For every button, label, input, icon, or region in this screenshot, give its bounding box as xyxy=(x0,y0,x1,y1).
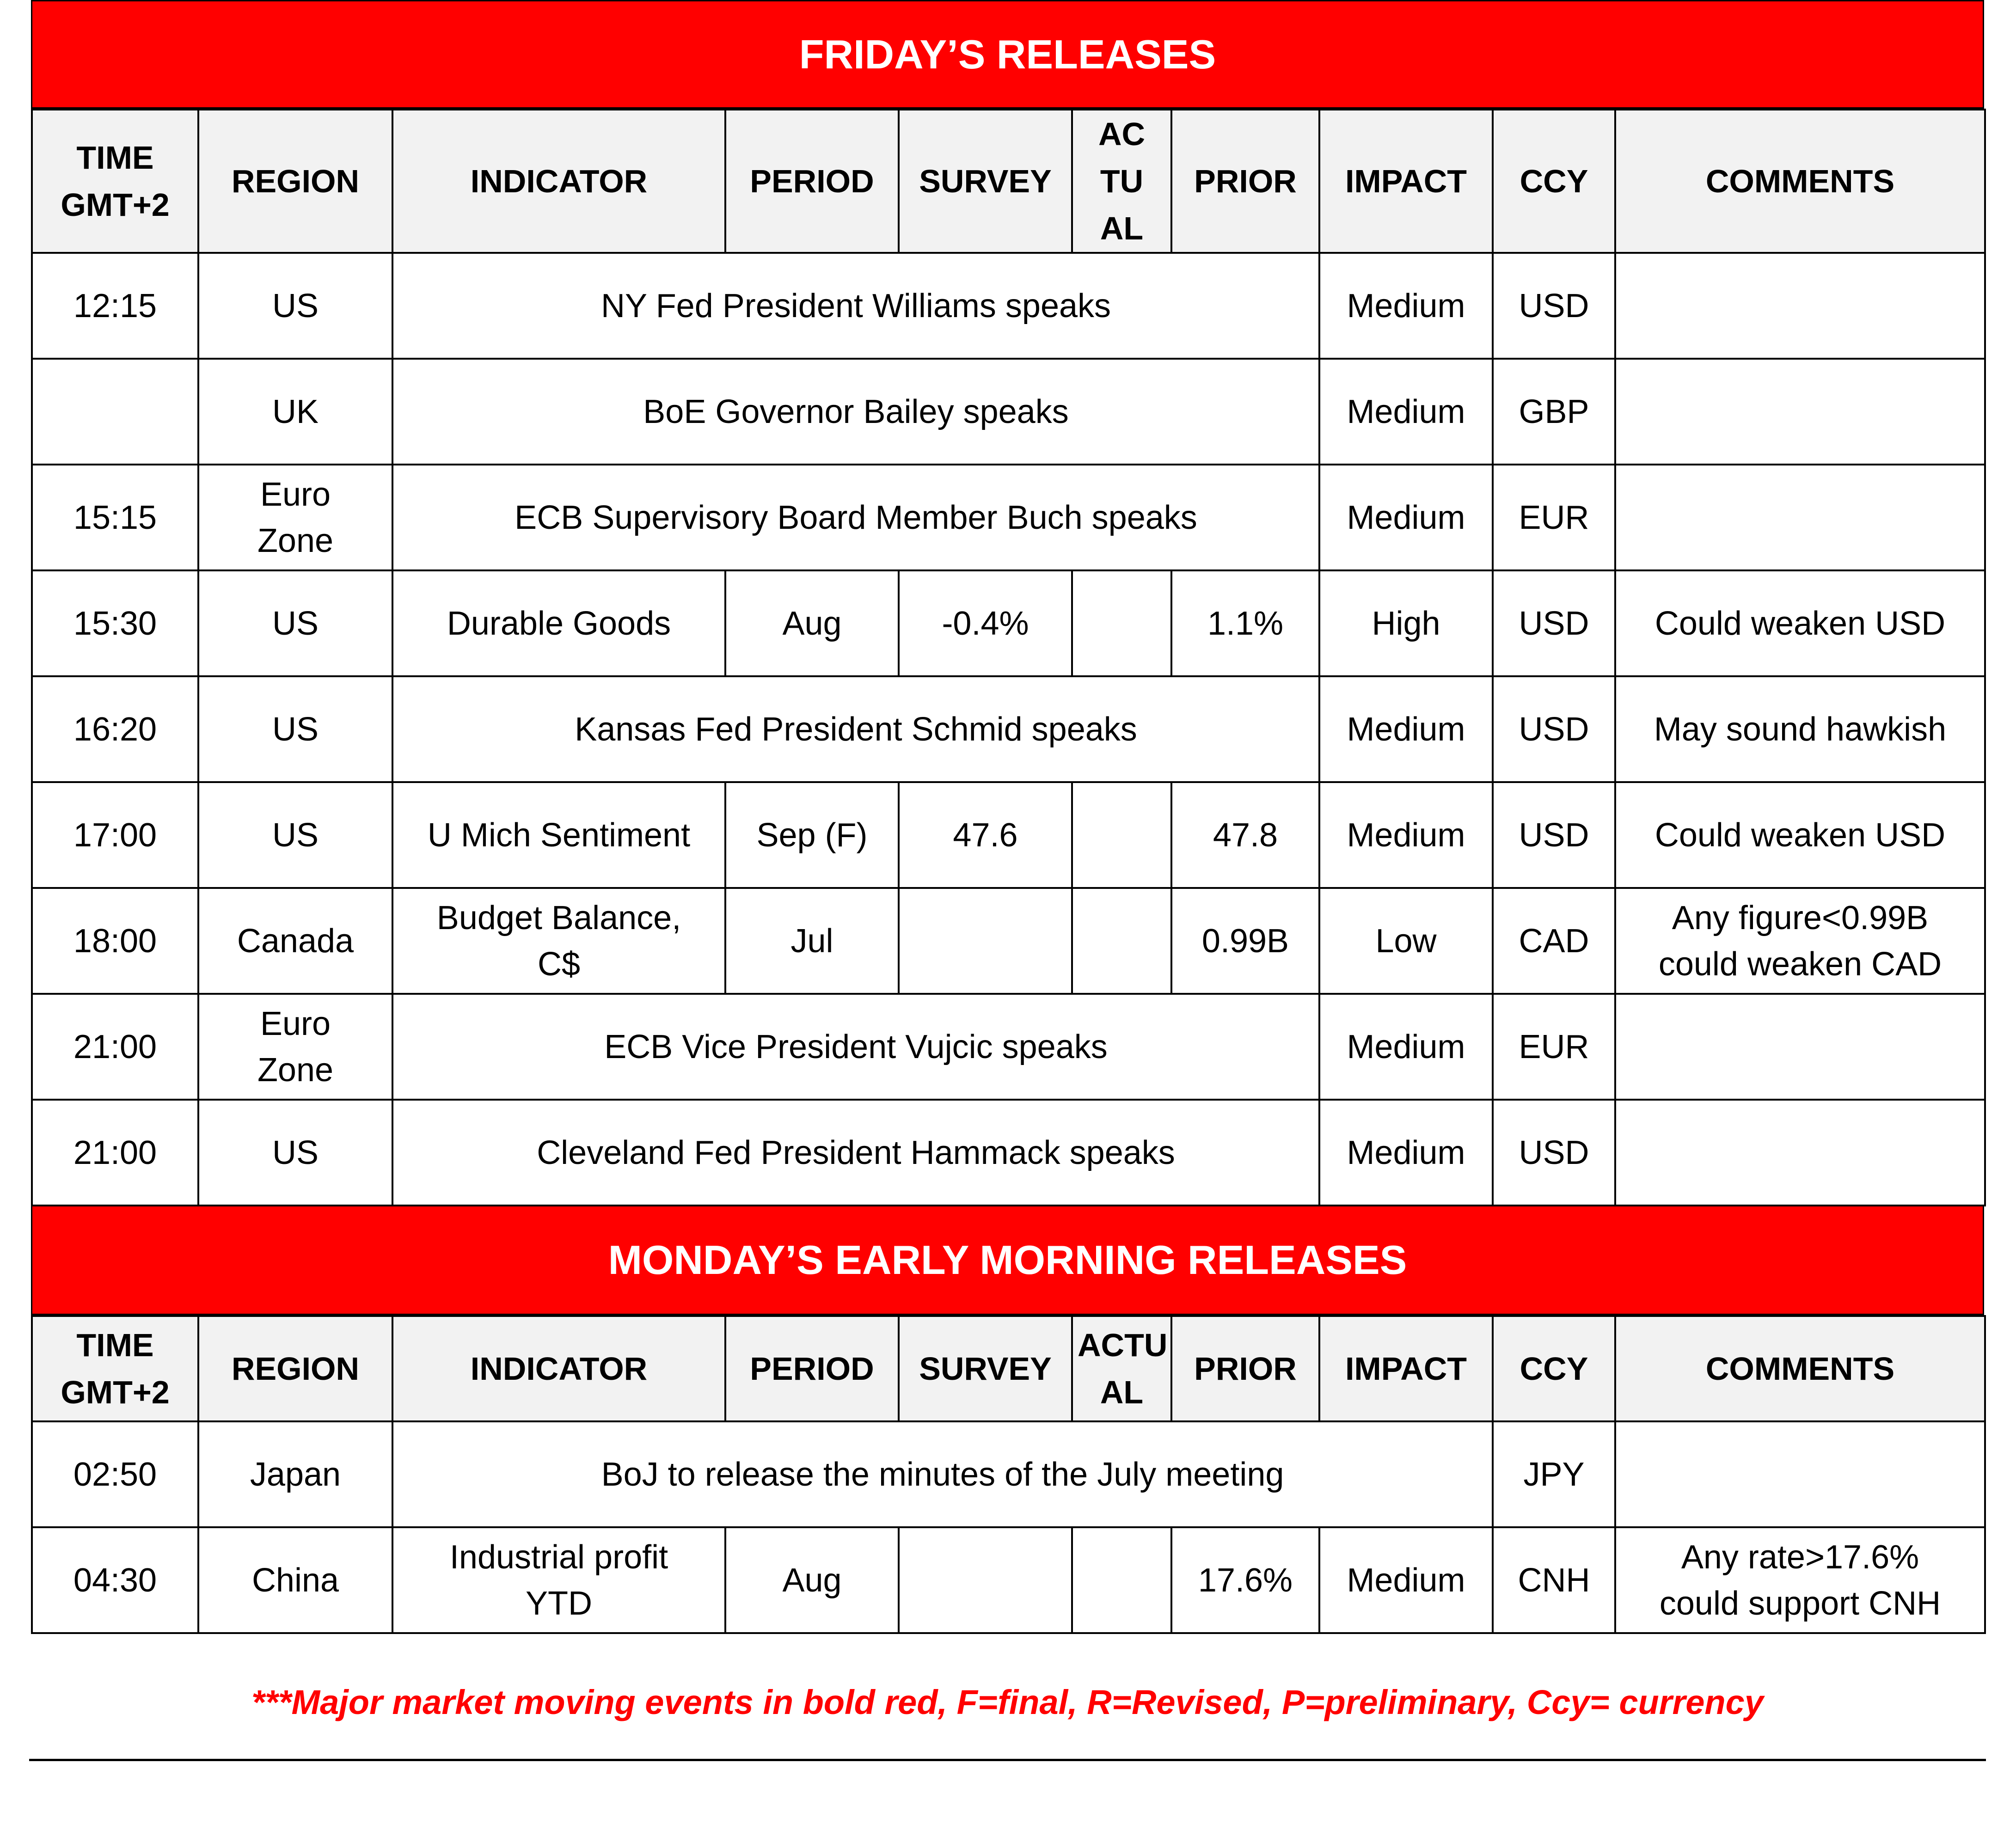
impact-cell: Low xyxy=(1319,888,1493,994)
prior-cell: 0.99B xyxy=(1171,888,1319,994)
impact-cell: Medium xyxy=(1319,1100,1493,1206)
friday-releases-table xyxy=(31,109,1986,1206)
period-cell: Aug xyxy=(725,570,899,676)
region-cell-line: Japan xyxy=(250,1456,341,1493)
comments-cell-line: could weaken CAD xyxy=(1658,945,1942,983)
indicator-cell-line: YTD xyxy=(526,1585,592,1622)
comments-cell xyxy=(1615,676,1985,782)
table-row xyxy=(32,676,1985,782)
impact-cell: Medium xyxy=(1319,994,1493,1100)
impact-cell: Medium xyxy=(1319,782,1493,888)
table-row xyxy=(32,1100,1985,1206)
table-row xyxy=(32,1421,1985,1527)
header-actual-line: TU xyxy=(1100,163,1144,199)
ccy-cell: EUR xyxy=(1493,994,1615,1100)
time-cell: 02:50 xyxy=(32,1421,198,1527)
time-cell: 16:20 xyxy=(32,676,198,782)
header-indicator: INDICATOR xyxy=(392,1316,725,1421)
region-cell xyxy=(198,1421,392,1527)
impact-cell: Medium xyxy=(1319,1527,1493,1633)
table-row xyxy=(32,994,1985,1100)
region-cell xyxy=(198,1100,392,1206)
period-cell: Aug xyxy=(725,1527,899,1633)
region-cell xyxy=(198,782,392,888)
header-time-line: TIME xyxy=(76,1327,154,1363)
region-cell xyxy=(198,994,392,1100)
event-cell: ECB Vice President Vujcic speaks xyxy=(392,994,1319,1100)
monday-releases-table xyxy=(31,1315,1986,1634)
table-row xyxy=(32,465,1985,570)
header-indicator: INDICATOR xyxy=(392,110,725,253)
header-ccy: CCY xyxy=(1493,110,1615,253)
comments-cell xyxy=(1615,570,1985,676)
actual-cell xyxy=(1072,570,1171,676)
ccy-cell: CAD xyxy=(1493,888,1615,994)
header-time xyxy=(32,1316,198,1421)
header-ccy: CCY xyxy=(1493,1316,1615,1421)
indicator-cell xyxy=(392,1527,725,1633)
region-cell xyxy=(198,1527,392,1633)
ccy-cell: CNH xyxy=(1493,1527,1615,1633)
header-row xyxy=(32,110,1985,253)
comments-cell-line: Could weaken USD xyxy=(1654,816,1946,854)
survey-cell: -0.4% xyxy=(899,570,1072,676)
actual-cell xyxy=(1072,782,1171,888)
header-time-line: GMT+2 xyxy=(61,187,170,223)
table-row xyxy=(32,570,1985,676)
region-cell-line: US xyxy=(272,710,319,748)
table-row xyxy=(32,782,1985,888)
header-actual-line: AC xyxy=(1098,116,1146,152)
region-cell-line: China xyxy=(251,1561,339,1599)
time-cell: 21:00 xyxy=(32,994,198,1100)
ccy-cell: USD xyxy=(1493,782,1615,888)
region-cell xyxy=(198,888,392,994)
region-cell-line: US xyxy=(272,816,319,854)
header-actual-line: ACTU xyxy=(1078,1327,1168,1363)
comments-cell xyxy=(1615,888,1985,994)
ccy-cell: USD xyxy=(1493,1100,1615,1206)
header-actual-line: AL xyxy=(1100,1374,1144,1410)
comments-cell xyxy=(1615,782,1985,888)
table-row xyxy=(32,1527,1985,1633)
comments-cell xyxy=(1615,1527,1985,1633)
divider xyxy=(29,1759,1986,1761)
header-period: PERIOD xyxy=(725,1316,899,1421)
comments-cell-line: Any figure<0.99B xyxy=(1672,899,1929,936)
header-impact: IMPACT xyxy=(1319,1316,1493,1421)
region-cell-line: Euro xyxy=(260,1005,331,1042)
header-region: REGION xyxy=(198,110,392,253)
header-prior: PRIOR xyxy=(1171,110,1319,253)
region-cell-line: US xyxy=(272,287,319,324)
comments-cell xyxy=(1615,1100,1985,1206)
event-cell: NY Fed President Williams speaks xyxy=(392,253,1319,359)
region-cell-line: Euro xyxy=(260,476,331,513)
ccy-cell: USD xyxy=(1493,570,1615,676)
indicator-cell-line: Budget Balance, xyxy=(436,899,681,936)
time-cell: 21:00 xyxy=(32,1100,198,1206)
region-cell xyxy=(198,676,392,782)
header-survey: SURVEY xyxy=(899,1316,1072,1421)
region-cell-line: UK xyxy=(272,393,319,430)
prior-cell: 1.1% xyxy=(1171,570,1319,676)
actual-cell xyxy=(1072,1527,1171,1633)
comments-cell-line: could support CNH xyxy=(1659,1585,1941,1622)
event-cell: BoJ to release the minutes of the July meeting xyxy=(392,1421,1493,1527)
table-row xyxy=(32,359,1985,465)
survey-cell: 47.6 xyxy=(899,782,1072,888)
ccy-cell: GBP xyxy=(1493,359,1615,465)
time-cell: 12:15 xyxy=(32,253,198,359)
region-cell-line: US xyxy=(272,1134,319,1171)
region-cell xyxy=(198,253,392,359)
indicator-cell xyxy=(392,888,725,994)
event-cell: Cleveland Fed President Hammack speaks xyxy=(392,1100,1319,1206)
ccy-cell: USD xyxy=(1493,676,1615,782)
ccy-cell: EUR xyxy=(1493,465,1615,570)
header-actual xyxy=(1072,110,1171,253)
time-cell: 17:00 xyxy=(32,782,198,888)
indicator-cell-line: Durable Goods xyxy=(447,605,671,642)
indicator-cell-line: Industrial profit xyxy=(449,1538,668,1576)
impact-cell: Medium xyxy=(1319,465,1493,570)
event-cell: BoE Governor Bailey speaks xyxy=(392,359,1319,465)
header-region: REGION xyxy=(198,1316,392,1421)
table-row xyxy=(32,253,1985,359)
header-survey: SURVEY xyxy=(899,110,1072,253)
header-prior: PRIOR xyxy=(1171,1316,1319,1421)
time-cell: 18:00 xyxy=(32,888,198,994)
header-comments: COMMENTS xyxy=(1615,110,1985,253)
comments-cell-line: May sound hawkish xyxy=(1654,710,1947,748)
monday-releases-banner: MONDAY’S EARLY MORNING RELEASES xyxy=(31,1206,1984,1315)
header-time-line: TIME xyxy=(76,140,154,176)
comments-cell xyxy=(1615,465,1985,570)
friday-releases-banner: FRIDAY’S RELEASES xyxy=(31,0,1984,109)
indicator-cell xyxy=(392,782,725,888)
table-row xyxy=(32,888,1985,994)
actual-cell xyxy=(1072,888,1171,994)
header-row xyxy=(32,1316,1985,1421)
event-cell: ECB Supervisory Board Member Buch speaks xyxy=(392,465,1319,570)
region-cell xyxy=(198,570,392,676)
impact-cell: Medium xyxy=(1319,676,1493,782)
time-cell xyxy=(32,359,198,465)
time-cell: 04:30 xyxy=(32,1527,198,1633)
region-cell-line: Canada xyxy=(237,922,354,960)
comments-cell-line: Any rate>17.6% xyxy=(1681,1538,1919,1576)
indicator-cell xyxy=(392,570,725,676)
event-cell: Kansas Fed President Schmid speaks xyxy=(392,676,1319,782)
region-cell-line: Zone xyxy=(257,1051,334,1089)
header-comments: COMMENTS xyxy=(1615,1316,1985,1421)
header-actual-line: AL xyxy=(1100,210,1144,246)
impact-cell: High xyxy=(1319,570,1493,676)
region-cell-line: Zone xyxy=(257,522,334,559)
indicator-cell-line: U Mich Sentiment xyxy=(427,816,691,854)
comments-cell xyxy=(1615,253,1985,359)
survey-cell xyxy=(899,1527,1072,1633)
header-actual xyxy=(1072,1316,1171,1421)
indicator-cell-line: C$ xyxy=(537,945,581,983)
comments-cell xyxy=(1615,359,1985,465)
time-cell: 15:30 xyxy=(32,570,198,676)
region-cell xyxy=(198,359,392,465)
comments-cell-line: Could weaken USD xyxy=(1654,605,1946,642)
ccy-cell: USD xyxy=(1493,253,1615,359)
time-cell: 15:15 xyxy=(32,465,198,570)
header-impact: IMPACT xyxy=(1319,110,1493,253)
period-cell: Sep (F) xyxy=(725,782,899,888)
prior-cell: 47.8 xyxy=(1171,782,1319,888)
header-period: PERIOD xyxy=(725,110,899,253)
header-time xyxy=(32,110,198,253)
economic-calendar xyxy=(31,0,1984,1634)
region-cell xyxy=(198,465,392,570)
prior-cell: 17.6% xyxy=(1171,1527,1319,1633)
survey-cell xyxy=(899,888,1072,994)
period-cell: Jul xyxy=(725,888,899,994)
impact-cell: Medium xyxy=(1319,359,1493,465)
comments-cell xyxy=(1615,994,1985,1100)
footnote: ***Major market moving events in bold red, F=final, R=Revised, P=preliminary, Ccy= currency xyxy=(251,1683,1764,1721)
comments-cell xyxy=(1615,1421,1985,1527)
region-cell-line: US xyxy=(272,605,319,642)
ccy-cell: JPY xyxy=(1493,1421,1615,1527)
header-time-line: GMT+2 xyxy=(61,1374,170,1410)
impact-cell: Medium xyxy=(1319,253,1493,359)
